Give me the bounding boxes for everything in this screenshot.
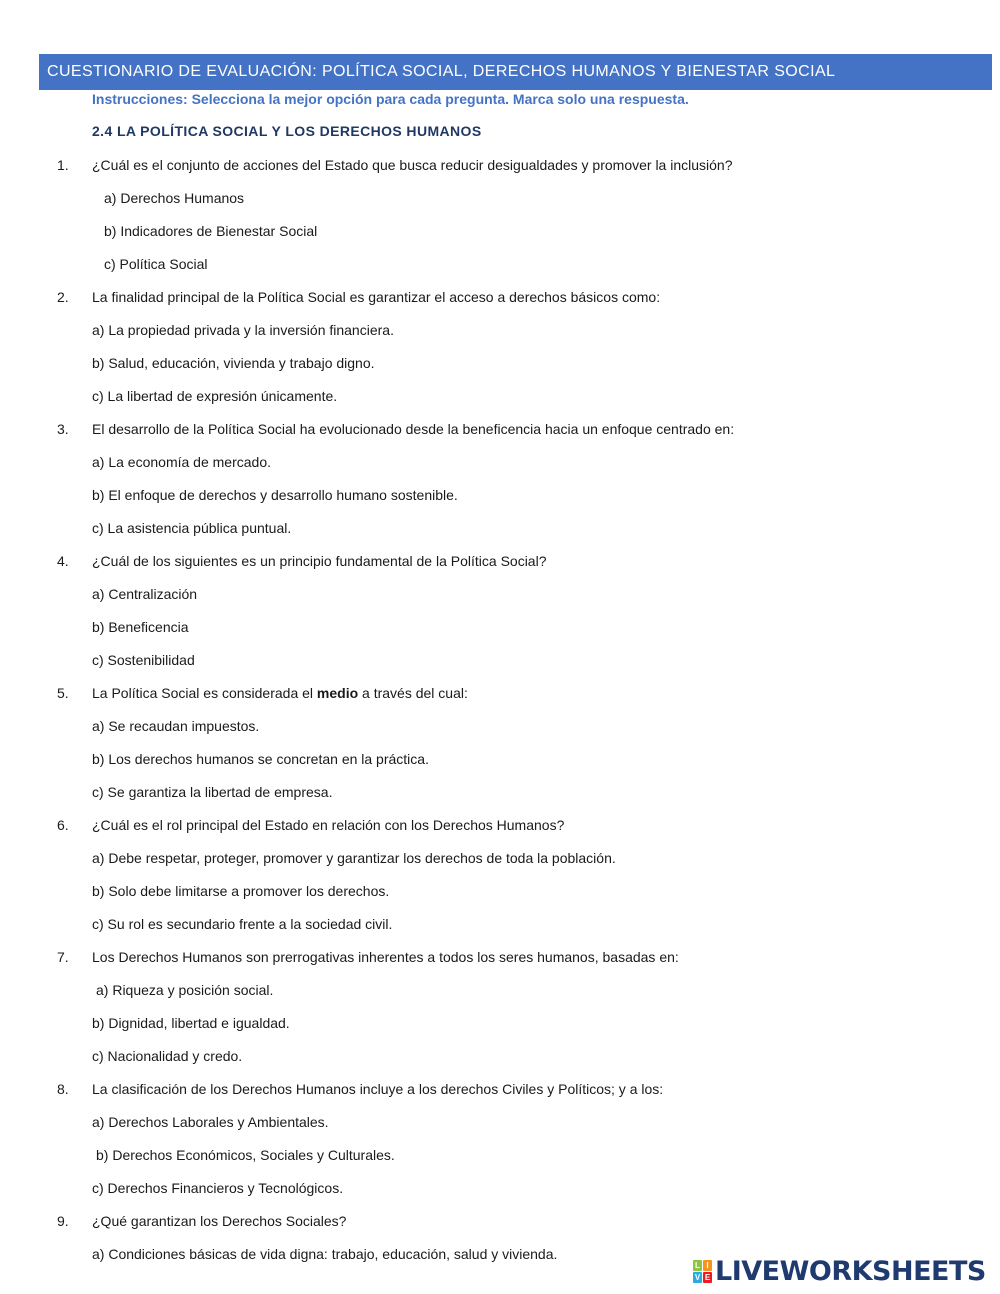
option-3a[interactable]: a) La economía de mercado.	[92, 454, 271, 470]
question-text	[92, 685, 468, 701]
question-text: La clasificación de los Derechos Humanos incluye a los derechos Civiles y Políticos; y a los:	[92, 1081, 664, 1097]
option-7b[interactable]: b) Dignidad, libertad e igualdad.	[92, 1015, 290, 1031]
question-text: ¿Cuál de los siguientes es un principio fundamental de la Política Social?	[92, 553, 547, 569]
option-8c[interactable]: c) Derechos Financieros y Tecnológicos.	[92, 1180, 344, 1196]
logo-mark-icon	[693, 1260, 712, 1283]
question-number: 8.	[57, 1081, 69, 1097]
option-6c[interactable]: c) Su rol es secundario frente a la sociedad civil.	[92, 916, 393, 932]
option-8b[interactable]: b) Derechos Económicos, Sociales y Culturales.	[96, 1147, 395, 1163]
logo-text: LIVEWORKSHEETS	[715, 1255, 986, 1287]
question-text: ¿Cuál es el conjunto de acciones del Estado que busca reducir desigualdades y promover la inclusión?	[92, 157, 733, 173]
question-number: 1.	[57, 157, 69, 173]
option-1c[interactable]: c) Política Social	[104, 256, 208, 272]
option-3c[interactable]: c) La asistencia pública puntual.	[92, 520, 292, 536]
logo-letter: I	[703, 1260, 712, 1271]
option-4b[interactable]: b) Beneficencia	[92, 619, 189, 635]
option-3b[interactable]: b) El enfoque de derechos y desarrollo humano sostenible.	[92, 487, 458, 503]
option-1b[interactable]: b) Indicadores de Bienestar Social	[104, 223, 318, 239]
liveworksheets-logo	[693, 1256, 986, 1286]
question-number: 9.	[57, 1213, 69, 1229]
page-title: CUESTIONARIO DE EVALUACIÓN: POLÍTICA SOCIAL, DERECHOS HUMANOS Y BIENESTAR SOCIAL	[39, 54, 992, 90]
option-6b[interactable]: b) Solo debe limitarse a promover los derechos.	[92, 883, 390, 899]
option-5b[interactable]: b) Los derechos humanos se concretan en la práctica.	[92, 751, 429, 767]
question-text: La finalidad principal de la Política Social es garantizar el acceso a derechos básicos como:	[92, 289, 661, 305]
option-4a[interactable]: a) Centralización	[92, 586, 198, 602]
question-text-end: a través del cual:	[358, 685, 468, 701]
question-text: ¿Qué garantizan los Derechos Sociales?	[92, 1213, 347, 1229]
logo-letter: L	[693, 1260, 702, 1271]
question-number: 5.	[57, 685, 69, 701]
option-8a[interactable]: a) Derechos Laborales y Ambientales.	[92, 1114, 329, 1130]
option-2b[interactable]: b) Salud, educación, vivienda y trabajo digno.	[92, 355, 375, 371]
option-5a[interactable]: a) Se recaudan impuestos.	[92, 718, 260, 734]
question-number: 6.	[57, 817, 69, 833]
question-text-start: La Política Social es considerada el	[92, 685, 317, 701]
question-text: El desarrollo de la Política Social ha evolucionado desde la beneficencia hacia un enfoque centrado en:	[92, 421, 735, 437]
question-number: 7.	[57, 949, 69, 965]
section-heading: 2.4 LA POLÍTICA SOCIAL Y LOS DERECHOS HUMANOS	[92, 123, 482, 139]
option-2a[interactable]: a) La propiedad privada y la inversión financiera.	[92, 322, 394, 338]
logo-letter: V	[694, 1272, 701, 1282]
option-4c[interactable]: c) Sostenibilidad	[92, 652, 195, 668]
instructions: Instrucciones: Selecciona la mejor opción para cada pregunta. Marca solo una respuesta.	[92, 91, 689, 107]
option-7c[interactable]: c) Nacionalidad y credo.	[92, 1048, 243, 1064]
option-9a[interactable]: a) Condiciones básicas de vida digna: trabajo, educación, salud y vivienda.	[92, 1246, 558, 1262]
option-7a[interactable]: a) Riqueza y posición social.	[96, 982, 274, 998]
option-5c[interactable]: c) Se garantiza la libertad de empresa.	[92, 784, 333, 800]
question-text-emphasis: medio	[316, 685, 359, 701]
question-number: 2.	[57, 289, 69, 305]
question-text: ¿Cuál es el rol principal del Estado en relación con los Derechos Humanos?	[92, 817, 565, 833]
option-2c[interactable]: c) La libertad de expresión únicamente.	[92, 388, 338, 404]
question-text: Los Derechos Humanos son prerrogativas inherentes a todos los seres humanos, basadas en:	[92, 949, 679, 965]
option-6a[interactable]: a) Debe respetar, proteger, promover y garantizar los derechos de toda la población.	[92, 850, 616, 866]
option-1a[interactable]: a) Derechos Humanos	[104, 190, 245, 206]
question-number: 3.	[57, 421, 69, 437]
logo-letter: E	[704, 1272, 711, 1282]
question-number: 4.	[57, 553, 69, 569]
